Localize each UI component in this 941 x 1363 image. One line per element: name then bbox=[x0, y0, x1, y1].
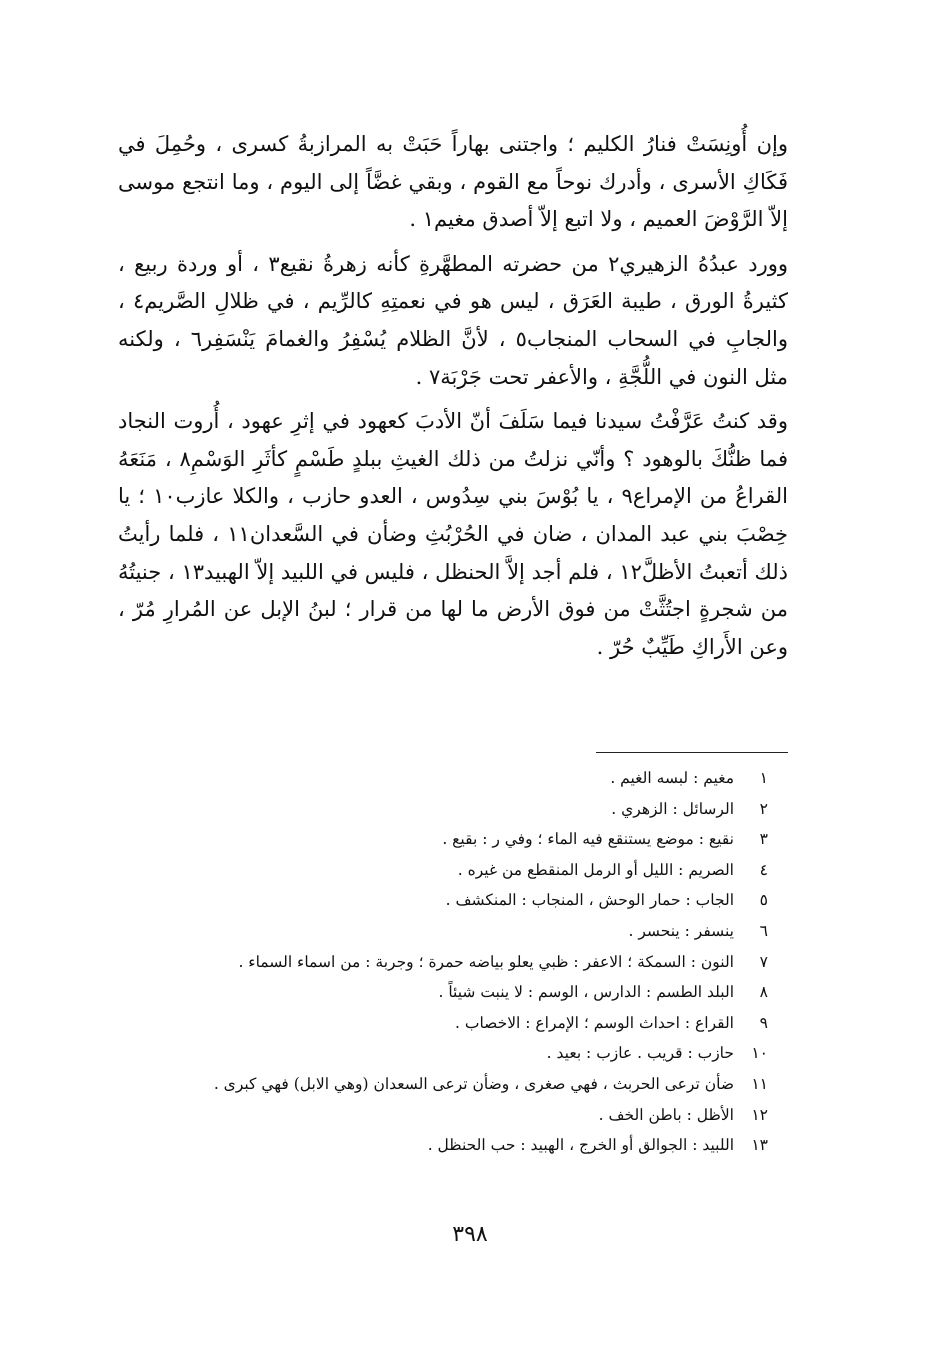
footnote-item bbox=[148, 916, 768, 947]
footnote-text: الرسائل : الزهري . bbox=[611, 799, 734, 818]
footnote-number: ٩ bbox=[759, 1013, 768, 1032]
footnote-text: القراع : احداث الوسم ؛ الإمراع : الاخصاب . bbox=[455, 1013, 734, 1032]
footnote-text: الجاب : حمار الوحش ، المنجاب : المنكشف . bbox=[445, 891, 734, 910]
footnote-text: حازب : قريب . عازب : بعيد . bbox=[546, 1044, 734, 1063]
footnote-number: ١٠ bbox=[751, 1044, 768, 1063]
footnote-item bbox=[148, 1038, 768, 1069]
footnote-number: ١٢ bbox=[751, 1105, 768, 1124]
footnote-number: ٤ bbox=[759, 860, 768, 879]
footnote-item bbox=[148, 794, 768, 825]
footnote-number: ٧ bbox=[759, 952, 768, 971]
footnote-item bbox=[148, 1100, 768, 1131]
footnote-text: نقيع : موضع يستنقع فيه الماء ؛ وفي ر : بقيع . bbox=[442, 830, 734, 849]
footnote-item bbox=[148, 824, 768, 855]
footnote-text: البلد الطسم : الدارس ، الوسم : لا ينبت شيئاً . bbox=[438, 983, 734, 1002]
footnote-number: ١١ bbox=[751, 1074, 768, 1093]
footnote-item bbox=[148, 977, 768, 1008]
footnote-text: ينسفر : ينحسر . bbox=[628, 921, 734, 940]
footnote-number: ١ bbox=[759, 769, 768, 787]
footnote-item bbox=[148, 763, 768, 794]
footnote-text: الأظل : باطن الخف . bbox=[598, 1105, 734, 1124]
footnote-number: ٣ bbox=[759, 830, 768, 849]
footnote-divider bbox=[596, 752, 788, 753]
footnotes-list bbox=[148, 763, 768, 1161]
paragraph-1: وإن أُونِسَتْ فنارُ الكليم ؛ واجتنى بهاراً حَبَتْ به المرازبةُ كسرى ، وحُمِلَ في فَكَاكِ الأسرى ، وأدرك نوحاً مع القوم ، وبقي غضَّاً إلى اليوم ، وما انتجع موسى إلاّ الرَّوْضَ العميم ، ولا اتبع إلاّ أصدق مغيم١ . bbox=[118, 132, 788, 232]
footnote-number: ٢ bbox=[759, 799, 768, 818]
paragraph-3: وقد كنتُ عَرَّفْتُ سيدنا فيما سَلَفَ أنّ الأدبَ كعهود في إثرِ عهود ، أُروت النجاد فما ظنُّكَ بالوهود ؟ وأنّي نزلتُ من ذلك الغيثِ ببلدٍ طَسْمٍ كأثَرِ الوَسْمِ٨ ، مَنَعَهُ القراعُ من الإمراع٩ ، يا بُوْسَ بني سِدُوس ، العدو حازب ، والكلا عازب١٠ ؛ يا خِصْبَ بني عبد المدان ، ضان في الحُرْبُثِ وضأن في السَّعدان١١ ، فلما رأيتُ ذلك أتعبتُ الأظلَّ١٢ ، فلم أجد إلاَّ الحنظل ، فليس في اللبيد إلاّ الهبيد١٣ ، جنيتُهُ من شجرةٍ اجتُثَّتْ من فوق الأرض ما لها من قرار ؛ لبنُ الإبل عن المُرارِ مُرّ ، وعن الأَراكِ طَيِّبٌ حُرّ . bbox=[118, 409, 789, 659]
footnote-text: الصريم : الليل أو الرمل المنقطع من غيره . bbox=[457, 860, 734, 879]
footnote-text: النون : السمكة ؛ الاعفر : ظبي يعلو بياضه حمرة ؛ وجربة : من اسماء السماء . bbox=[238, 952, 734, 971]
footnote-text: مغيم : لبسه الغيم . bbox=[610, 769, 734, 787]
page-number: ٣٩٨ bbox=[452, 1222, 488, 1247]
paragraph-2: وورد عبدُهُ الزهيري٢ من حضرته المطهَّرةِ كأنه زهرةُ نقيع٣ ، أو وردة ربيع ، كثيرةُ الورق ، طيبة العَرَق ، ليس هو في نعمتِهِ كالرِّيم ، في ظلالِ الصَّريم٤ ، والجابِ في السحاب المنجاب٥ ، لأنَّ الظلام يُسْفِرُ والغمامَ يَنْسَفِر٦ ، ولكنه مثل النون في اللُّجَّةِ ، والأعفر تحت جَرْبَة٧ . bbox=[118, 251, 789, 389]
footnote-item bbox=[148, 885, 768, 916]
footnote-text: ضأن ترعى الحربث ، فهي صغرى ، وضأن ترعى السعدان (وهي الابل) فهي كبرى . bbox=[213, 1074, 734, 1093]
main-text bbox=[118, 126, 788, 673]
footnote-item bbox=[148, 1008, 768, 1039]
footnote-number: ٨ bbox=[759, 983, 768, 1002]
footnote-item bbox=[148, 855, 768, 886]
footnote-item bbox=[148, 1130, 768, 1161]
footnote-number: ١٣ bbox=[751, 1136, 768, 1155]
footnote-item bbox=[148, 947, 768, 978]
footnote-number: ٥ bbox=[759, 891, 768, 910]
footnote-item bbox=[148, 1069, 768, 1100]
footnote-text: اللبيد : الجوالق أو الخرج ، الهبيد : حب الحنظل . bbox=[427, 1136, 734, 1155]
footnote-number: ٦ bbox=[759, 921, 768, 940]
